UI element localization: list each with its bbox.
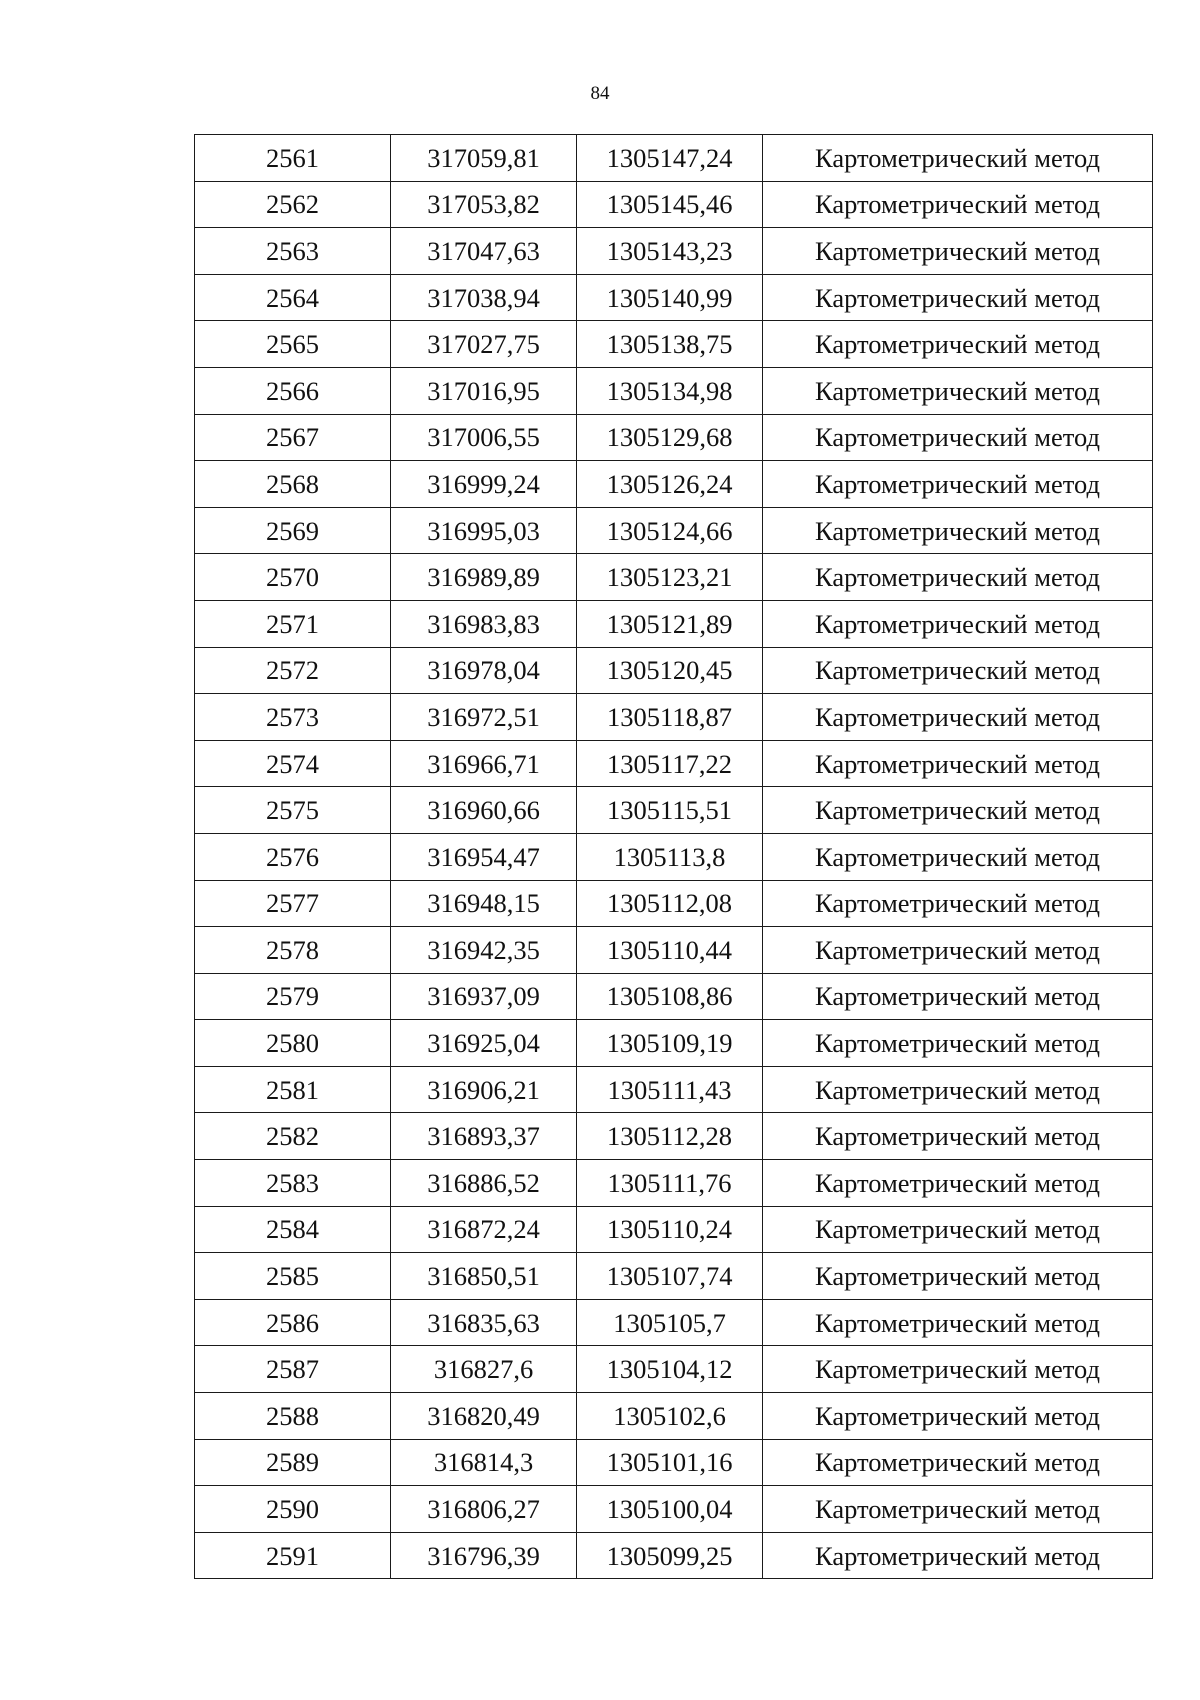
x-coordinate-cell: 317006,55 <box>391 414 577 461</box>
x-coordinate-cell: 316972,51 <box>391 694 577 741</box>
method-cell: Картометрический метод <box>763 1020 1153 1067</box>
point-number-cell: 2569 <box>195 507 391 554</box>
method-cell: Картометрический метод <box>763 647 1153 694</box>
point-number-cell: 2562 <box>195 181 391 228</box>
x-coordinate-cell: 316820,49 <box>391 1393 577 1440</box>
method-cell: Картометрический метод <box>763 274 1153 321</box>
x-coordinate-cell: 316995,03 <box>391 507 577 554</box>
y-coordinate-cell: 1305117,22 <box>577 740 763 787</box>
y-coordinate-cell: 1305129,68 <box>577 414 763 461</box>
table-row <box>195 1299 1153 1346</box>
table-row <box>195 694 1153 741</box>
table-row <box>195 927 1153 974</box>
x-coordinate-cell: 317038,94 <box>391 274 577 321</box>
point-number-cell: 2583 <box>195 1160 391 1207</box>
method-cell: Картометрический метод <box>763 694 1153 741</box>
y-coordinate-cell: 1305108,86 <box>577 973 763 1020</box>
x-coordinate-cell: 316806,27 <box>391 1486 577 1533</box>
point-number-cell: 2586 <box>195 1299 391 1346</box>
x-coordinate-cell: 316850,51 <box>391 1253 577 1300</box>
x-coordinate-cell: 316872,24 <box>391 1206 577 1253</box>
y-coordinate-cell: 1305104,12 <box>577 1346 763 1393</box>
x-coordinate-cell: 317047,63 <box>391 228 577 275</box>
method-cell: Картометрический метод <box>763 600 1153 647</box>
x-coordinate-cell: 316989,89 <box>391 554 577 601</box>
table-row <box>195 880 1153 927</box>
y-coordinate-cell: 1305110,24 <box>577 1206 763 1253</box>
method-cell: Картометрический метод <box>763 1253 1153 1300</box>
method-cell: Картометрический метод <box>763 414 1153 461</box>
x-coordinate-cell: 317027,75 <box>391 321 577 368</box>
table-row <box>195 1253 1153 1300</box>
point-number-cell: 2578 <box>195 927 391 974</box>
y-coordinate-cell: 1305109,19 <box>577 1020 763 1067</box>
method-cell: Картометрический метод <box>763 1439 1153 1486</box>
table-row <box>195 600 1153 647</box>
y-coordinate-cell: 1305120,45 <box>577 647 763 694</box>
table-row <box>195 367 1153 414</box>
y-coordinate-cell: 1305112,28 <box>577 1113 763 1160</box>
method-cell: Картометрический метод <box>763 1346 1153 1393</box>
point-number-cell: 2576 <box>195 833 391 880</box>
x-coordinate-cell: 316925,04 <box>391 1020 577 1067</box>
table-row <box>195 321 1153 368</box>
method-cell: Картометрический метод <box>763 1532 1153 1579</box>
point-number-cell: 2585 <box>195 1253 391 1300</box>
page-number: 84 <box>590 83 610 104</box>
table-row <box>195 1532 1153 1579</box>
y-coordinate-cell: 1305107,74 <box>577 1253 763 1300</box>
y-coordinate-cell: 1305138,75 <box>577 321 763 368</box>
x-coordinate-cell: 316966,71 <box>391 740 577 787</box>
y-coordinate-cell: 1305112,08 <box>577 880 763 927</box>
method-cell: Картометрический метод <box>763 973 1153 1020</box>
point-number-cell: 2584 <box>195 1206 391 1253</box>
x-coordinate-cell: 316954,47 <box>391 833 577 880</box>
method-cell: Картометрический метод <box>763 1206 1153 1253</box>
point-number-cell: 2571 <box>195 600 391 647</box>
coordinates-table-body <box>195 135 1153 1579</box>
method-cell: Картометрический метод <box>763 787 1153 834</box>
point-number-cell: 2580 <box>195 1020 391 1067</box>
table-row <box>195 1439 1153 1486</box>
point-number-cell: 2577 <box>195 880 391 927</box>
point-number-cell: 2563 <box>195 228 391 275</box>
table-row <box>195 973 1153 1020</box>
table-row <box>195 554 1153 601</box>
y-coordinate-cell: 1305115,51 <box>577 787 763 834</box>
y-coordinate-cell: 1305113,8 <box>577 833 763 880</box>
point-number-cell: 2579 <box>195 973 391 1020</box>
method-cell: Картометрический метод <box>763 461 1153 508</box>
table-row <box>195 181 1153 228</box>
table-row <box>195 1393 1153 1440</box>
point-number-cell: 2567 <box>195 414 391 461</box>
point-number-cell: 2587 <box>195 1346 391 1393</box>
y-coordinate-cell: 1305118,87 <box>577 694 763 741</box>
method-cell: Картометрический метод <box>763 321 1153 368</box>
method-cell: Картометрический метод <box>763 1113 1153 1160</box>
point-number-cell: 2564 <box>195 274 391 321</box>
y-coordinate-cell: 1305124,66 <box>577 507 763 554</box>
point-number-cell: 2588 <box>195 1393 391 1440</box>
point-number-cell: 2572 <box>195 647 391 694</box>
x-coordinate-cell: 316796,39 <box>391 1532 577 1579</box>
method-cell: Картометрический метод <box>763 880 1153 927</box>
point-number-cell: 2589 <box>195 1439 391 1486</box>
x-coordinate-cell: 316978,04 <box>391 647 577 694</box>
x-coordinate-cell: 316983,83 <box>391 600 577 647</box>
coordinates-table <box>194 134 1153 1579</box>
table-row <box>195 414 1153 461</box>
x-coordinate-cell: 316960,66 <box>391 787 577 834</box>
y-coordinate-cell: 1305105,7 <box>577 1299 763 1346</box>
point-number-cell: 2574 <box>195 740 391 787</box>
x-coordinate-cell: 317053,82 <box>391 181 577 228</box>
table-row <box>195 1346 1153 1393</box>
method-cell: Картометрический метод <box>763 181 1153 228</box>
table-row <box>195 507 1153 554</box>
point-number-cell: 2590 <box>195 1486 391 1533</box>
point-number-cell: 2581 <box>195 1066 391 1113</box>
method-cell: Картометрический метод <box>763 135 1153 182</box>
table-row <box>195 1113 1153 1160</box>
table-row <box>195 274 1153 321</box>
x-coordinate-cell: 316906,21 <box>391 1066 577 1113</box>
table-row <box>195 787 1153 834</box>
x-coordinate-cell: 316942,35 <box>391 927 577 974</box>
y-coordinate-cell: 1305145,46 <box>577 181 763 228</box>
x-coordinate-cell: 316948,15 <box>391 880 577 927</box>
point-number-cell: 2575 <box>195 787 391 834</box>
method-cell: Картометрический метод <box>763 1393 1153 1440</box>
y-coordinate-cell: 1305134,98 <box>577 367 763 414</box>
y-coordinate-cell: 1305111,76 <box>577 1160 763 1207</box>
method-cell: Картометрический метод <box>763 1066 1153 1113</box>
point-number-cell: 2565 <box>195 321 391 368</box>
method-cell: Картометрический метод <box>763 1160 1153 1207</box>
point-number-cell: 2582 <box>195 1113 391 1160</box>
method-cell: Картометрический метод <box>763 927 1153 974</box>
table-row <box>195 135 1153 182</box>
x-coordinate-cell: 316827,6 <box>391 1346 577 1393</box>
method-cell: Картометрический метод <box>763 367 1153 414</box>
method-cell: Картометрический метод <box>763 228 1153 275</box>
table-row <box>195 1160 1153 1207</box>
x-coordinate-cell: 316814,3 <box>391 1439 577 1486</box>
point-number-cell: 2573 <box>195 694 391 741</box>
y-coordinate-cell: 1305101,16 <box>577 1439 763 1486</box>
table-row <box>195 1020 1153 1067</box>
y-coordinate-cell: 1305102,6 <box>577 1393 763 1440</box>
table-row <box>195 228 1153 275</box>
y-coordinate-cell: 1305123,21 <box>577 554 763 601</box>
x-coordinate-cell: 316893,37 <box>391 1113 577 1160</box>
point-number-cell: 2591 <box>195 1532 391 1579</box>
method-cell: Картометрический метод <box>763 554 1153 601</box>
method-cell: Картометрический метод <box>763 507 1153 554</box>
x-coordinate-cell: 316999,24 <box>391 461 577 508</box>
y-coordinate-cell: 1305147,24 <box>577 135 763 182</box>
x-coordinate-cell: 317059,81 <box>391 135 577 182</box>
method-cell: Картометрический метод <box>763 740 1153 787</box>
table-row <box>195 1206 1153 1253</box>
point-number-cell: 2566 <box>195 367 391 414</box>
y-coordinate-cell: 1305110,44 <box>577 927 763 974</box>
method-cell: Картометрический метод <box>763 833 1153 880</box>
table-row <box>195 461 1153 508</box>
method-cell: Картометрический метод <box>763 1299 1153 1346</box>
point-number-cell: 2570 <box>195 554 391 601</box>
table-row <box>195 647 1153 694</box>
y-coordinate-cell: 1305121,89 <box>577 600 763 647</box>
y-coordinate-cell: 1305126,24 <box>577 461 763 508</box>
x-coordinate-cell: 316937,09 <box>391 973 577 1020</box>
x-coordinate-cell: 316886,52 <box>391 1160 577 1207</box>
table-row <box>195 1066 1153 1113</box>
y-coordinate-cell: 1305100,04 <box>577 1486 763 1533</box>
x-coordinate-cell: 316835,63 <box>391 1299 577 1346</box>
x-coordinate-cell: 317016,95 <box>391 367 577 414</box>
point-number-cell: 2568 <box>195 461 391 508</box>
table-row <box>195 740 1153 787</box>
method-cell: Картометрический метод <box>763 1486 1153 1533</box>
point-number-cell: 2561 <box>195 135 391 182</box>
y-coordinate-cell: 1305143,23 <box>577 228 763 275</box>
y-coordinate-cell: 1305099,25 <box>577 1532 763 1579</box>
y-coordinate-cell: 1305140,99 <box>577 274 763 321</box>
table-row <box>195 833 1153 880</box>
y-coordinate-cell: 1305111,43 <box>577 1066 763 1113</box>
table-row <box>195 1486 1153 1533</box>
